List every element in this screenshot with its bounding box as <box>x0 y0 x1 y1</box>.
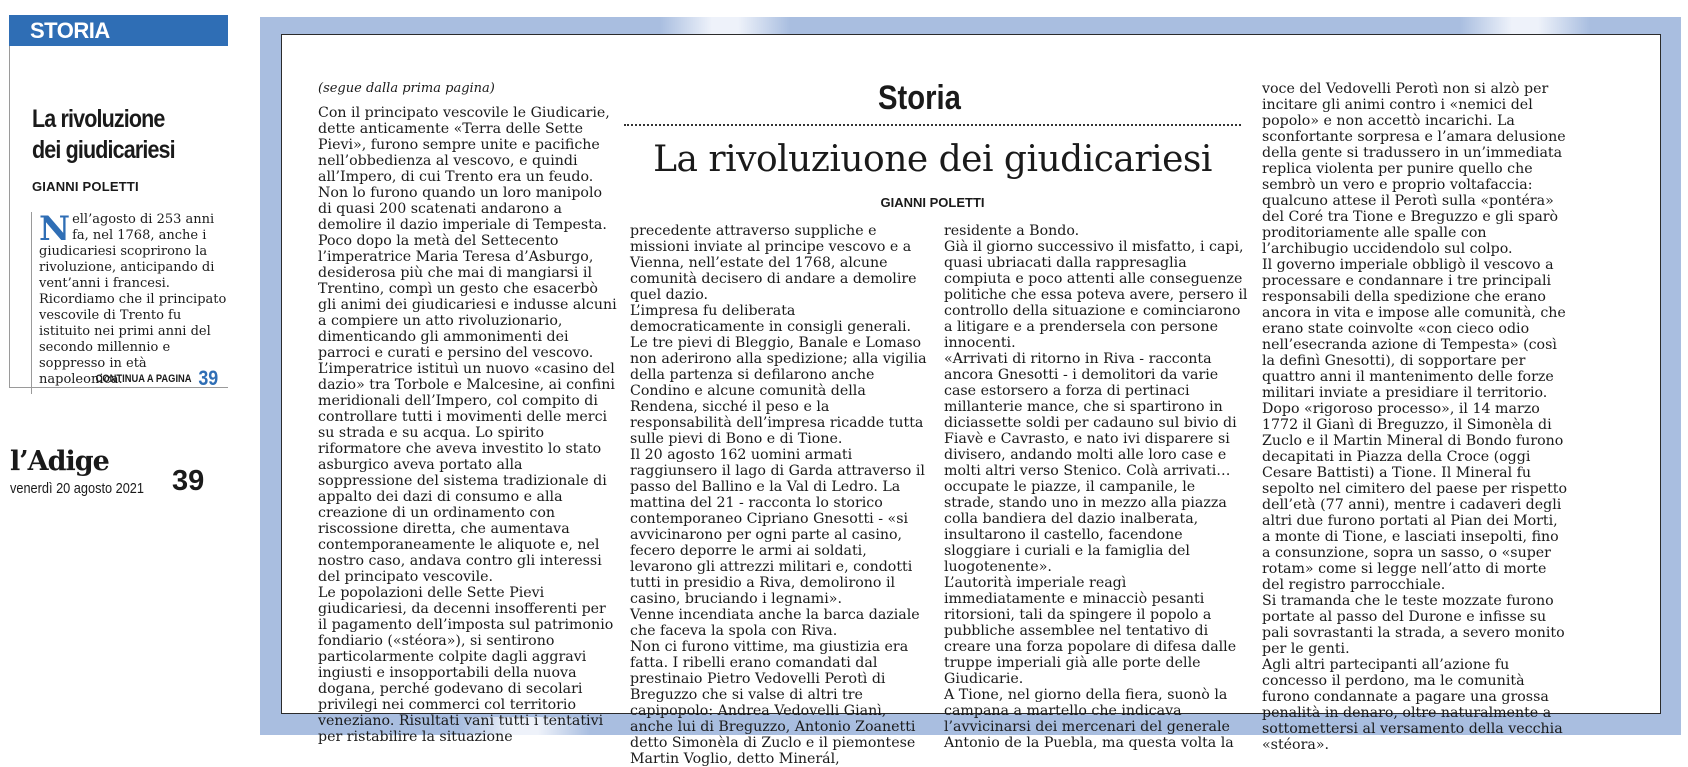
teaser-lead-text: ell’agosto di 253 anni fa, nel 1768, anche i giudicariesi scoprirono la rivoluzione, anticipando di vent’anni i francesi. Ricordiamo che il principato vescovile di Trento fu istituito nei primi anni del secondo millennio e soppresso in età napoleonica. <box>39 212 227 387</box>
continue-page-number: 39 <box>198 367 218 390</box>
teaser-section-label: STORIA <box>9 15 228 46</box>
paragraph: Agli altri partecipanti all’azione fu concesso il perdono, ma le comunità furono condannate a pagare una grossa penalità in denaro, oltre naturalmente a sottomettersi al versamento della vecchia «stéora». <box>1262 657 1563 753</box>
article-page <box>281 34 1661 767</box>
paragraph: L’impresa fu deliberata democraticamente in consigli generali. Le tre pievi di Bleggio, Banale e Lomaso non aderirono alla spedizione; alla vigilia della partenza si defilarono anche Condino e alcune comunità della Rendena, sicché il peso e la responsabilità dell’impresa ricadde tutta sulle pievi di Bono e di Tione. <box>630 303 927 447</box>
newspaper-masthead: l’Adige <box>10 446 109 477</box>
issue-date: venerdì 20 agosto 2021 <box>10 480 144 497</box>
frame-highlight <box>1460 17 1590 35</box>
teaser-author: GIANNI POLETTI <box>32 179 139 194</box>
teaser-continue-link[interactable] <box>95 367 218 391</box>
article-frame <box>260 17 1681 767</box>
article-column-1 <box>318 105 618 745</box>
article-headline: La rivoluziuone dei giudicariesi <box>653 139 1212 180</box>
paragraph: L’imperatrice istituì un nuovo «casino del dazio» tra Torbole e Malcesine, ai confini meridionali dell’Impero, col compito di controllare tutti i movimenti delle merci su strada e su acqua. Lo spirito riformatore che aveva investito lo stato asburgico aveva portato alla soppressione del sistema tradizionale di appalto dei dazi di consumo e alla creazione di un ordinamento con riscossione diretta, che aumentava contemporaneamente le aliquote e, nel nostro caso, andava contro gli interessi del principato vescovile. <box>318 361 615 585</box>
article-column-3 <box>944 223 1248 751</box>
paragraph: precedente attraverso suppliche e missioni inviate al principe vescovo e a Vienna, nell’estate del 1768, alcune comunità decisero di andare a demolire quel dazio. <box>630 223 917 303</box>
front-page-teaser <box>9 15 228 388</box>
paragraph: A Tione, nel giorno della fiera, suonò la campana a martello che indicava l’avvicinarsi dei mercenari del generale Antonio de la Puebla, ma questa volta la <box>944 687 1234 751</box>
paragraph: Venne incendiata anche la barca daziale che faceva la spola con Riva. <box>630 607 920 639</box>
teaser-title-line1: La rivoluzione <box>32 105 165 133</box>
continued-note: (segue dalla prima pagina) <box>318 81 495 96</box>
paragraph: Le popolazioni delle Sette Pievi giudicariesi, da decenni insofferenti per il pagamento dell’imposta sul patrimonio fondiario («stéora»), si sentirono particolarmente colpite dagli aggravi ingiusti e insopportabili della nuova dogana, perché godevano di secolari privilegi nei commerci col territorio veneziano. Risultati vani tutti i tentativi per ristabilire la situazione <box>318 585 614 745</box>
paragraph: «Arrivati di ritorno in Riva - racconta ancora Gnesotti - i demolitori da varie case estorsero a forza di pertinaci millanterie mance, che si spartirono in diciassette soldi per cadauno sul bivio di Fiavè e Cavrasto, e nato ivi disparere si divisero, andando molti alle loro case e molti altri verso Stenico. Colà arrivati… occupate le piazze, il campanile, le strade, stando uno in mezzo alla piazza colla bandiera del dazio inalberata, insultarono il castello, facendone sloggiare i curiali e la famiglia del luogotenente». <box>944 351 1237 575</box>
paragraph: Poco dopo la metà del Settecento l’imperatrice Maria Teresa d’Asburgo, desiderosa più che mai di mangiarsi il Trentino, compì un gesto che esacerbò gli animi dei giudicariesi e indusse alcuni a compiere un atto rivoluzionario, dimenticando gli ammonimenti dei parroci e curati e persino del vescovo. <box>318 233 617 361</box>
paragraph: residente a Bondo. <box>944 223 1080 239</box>
paragraph: Con il principato vescovile le Giudicarie, dette anticamente «Terra delle Sette Pievi», furono sempre unite e pacifiche nell’obbedienza al vescovo, e quindi all’Impero, di cui Trento era un feudo. Non lo furono quando un loro manipolo di quasi 200 scatenati andarono a demolire il dazio imperiale di Tempesta. <box>318 105 610 233</box>
paragraph: Non ci furono vittime, ma giustizia era fatta. I ribelli erano comandati dal prestinaio Pietro Vedovelli Perotì di Breguzzo che si valse di altri tre capipopolo: Andrea Vedovelli Gianì, anche lui di Breguzzo, Antonio Zoanetti detto Simonèla di Zuclo e il piemontese Martin Voglio, detto Minerál, <box>630 639 916 767</box>
page-number: 39 <box>172 465 205 497</box>
dotted-divider <box>624 124 1241 126</box>
paragraph: Il 20 agosto 162 uomini armati raggiunsero il lago di Garda attraverso il passo del Ballino e la Val di Ledro. La mattina del 21 - racconta lo storico contemporaneo Cipriano Gnesotti - «si avvicinarono per ogni parte al casino, fecero deporre le armi ai soldati, levarono gli attrezzi militari e, condotti tutti in presidio a Riva, demolirono il casino, bruciando i legnami». <box>630 447 925 607</box>
article-column-4 <box>1262 81 1568 753</box>
paragraph: voce del Vedovelli Perotì non si alzò per incitare gli animi contro i «nemici del popolo» e non accettò incarichi. La sconfortante sorpresa e l’amara delusione della gente si tradussero in un’immediata replica violenta per punire quello che sembrò un vero e proprio voltafaccia: qualcuno attese il Perotì sulla «pontéra» del Coré tra Tione e Breguzzo e gli sparò proditoriamente alle spalle con l’archibugio uccidendolo sul colpo. <box>1262 81 1566 257</box>
teaser-title-line2: dei giudicariesi <box>32 136 175 164</box>
paragraph: Si tramanda che le teste mozzate furono portate al passo del Durone e infisse su pali sovrastanti la strada, a severo monito per le genti. <box>1262 593 1565 657</box>
article-column-2 <box>630 223 930 767</box>
paragraph: Già il giorno successivo il misfatto, i capi, quasi ubriacati dalla rappresaglia compiuta e poco attenti alle conseguenze politiche che essa poteva avere, persero il controllo della situazione e cominciarono a litigare e a prendersela con persone innocenti. <box>944 239 1248 351</box>
teaser-title <box>32 104 195 166</box>
article-byline: GIANNI POLETTI <box>880 195 985 210</box>
teaser-dropcap: N <box>39 209 71 249</box>
continue-label: CONTINUA A PAGINA <box>95 373 192 385</box>
teaser-box <box>9 46 228 388</box>
frame-highlight <box>660 17 790 35</box>
paragraph: Il governo imperiale obbligò il vescovo a processare e condannare i tre principali responsabili della spedizione che erano ancora in vita e impose alle comunità, che erano state coinvolte «con cieco odio nell’esecranda azione di Tempesta» (così la definì Gnesotti), di sopportare per quattro anni il mantenimento delle forze militari inviate a presidiare il territorio. Dopo «rigoroso processo», il 14 marzo 1772 il Gianì di Breguzzo, il Simonèla di Zuclo e il Martin Mineral di Bondo furono decapitati in Piazza della Croce (oggi Cesare Battisti) a Tione. Il Mineral fu sepolto nel cimitero del paese per rispetto dell’età (77 anni), mentre i cadaveri degli altri due furono portati al Pian dei Morti, a monte di Tione, e lasciati insepolti, fino a consunzione, sopra un sasso, o «super rotam» come si legge nell’atto di morte del registro parrocchiale. <box>1262 257 1568 593</box>
article-kicker: Storia <box>878 79 961 117</box>
paragraph: L’autorità imperiale reagì immediatamente e minacciò pesanti ritorsioni, tali da spingere il popolo a pubbliche assemblee nel tentativo di creare una forza popolare di difesa dalle truppe imperiali già alle porte delle Giudicarie. <box>944 575 1237 687</box>
